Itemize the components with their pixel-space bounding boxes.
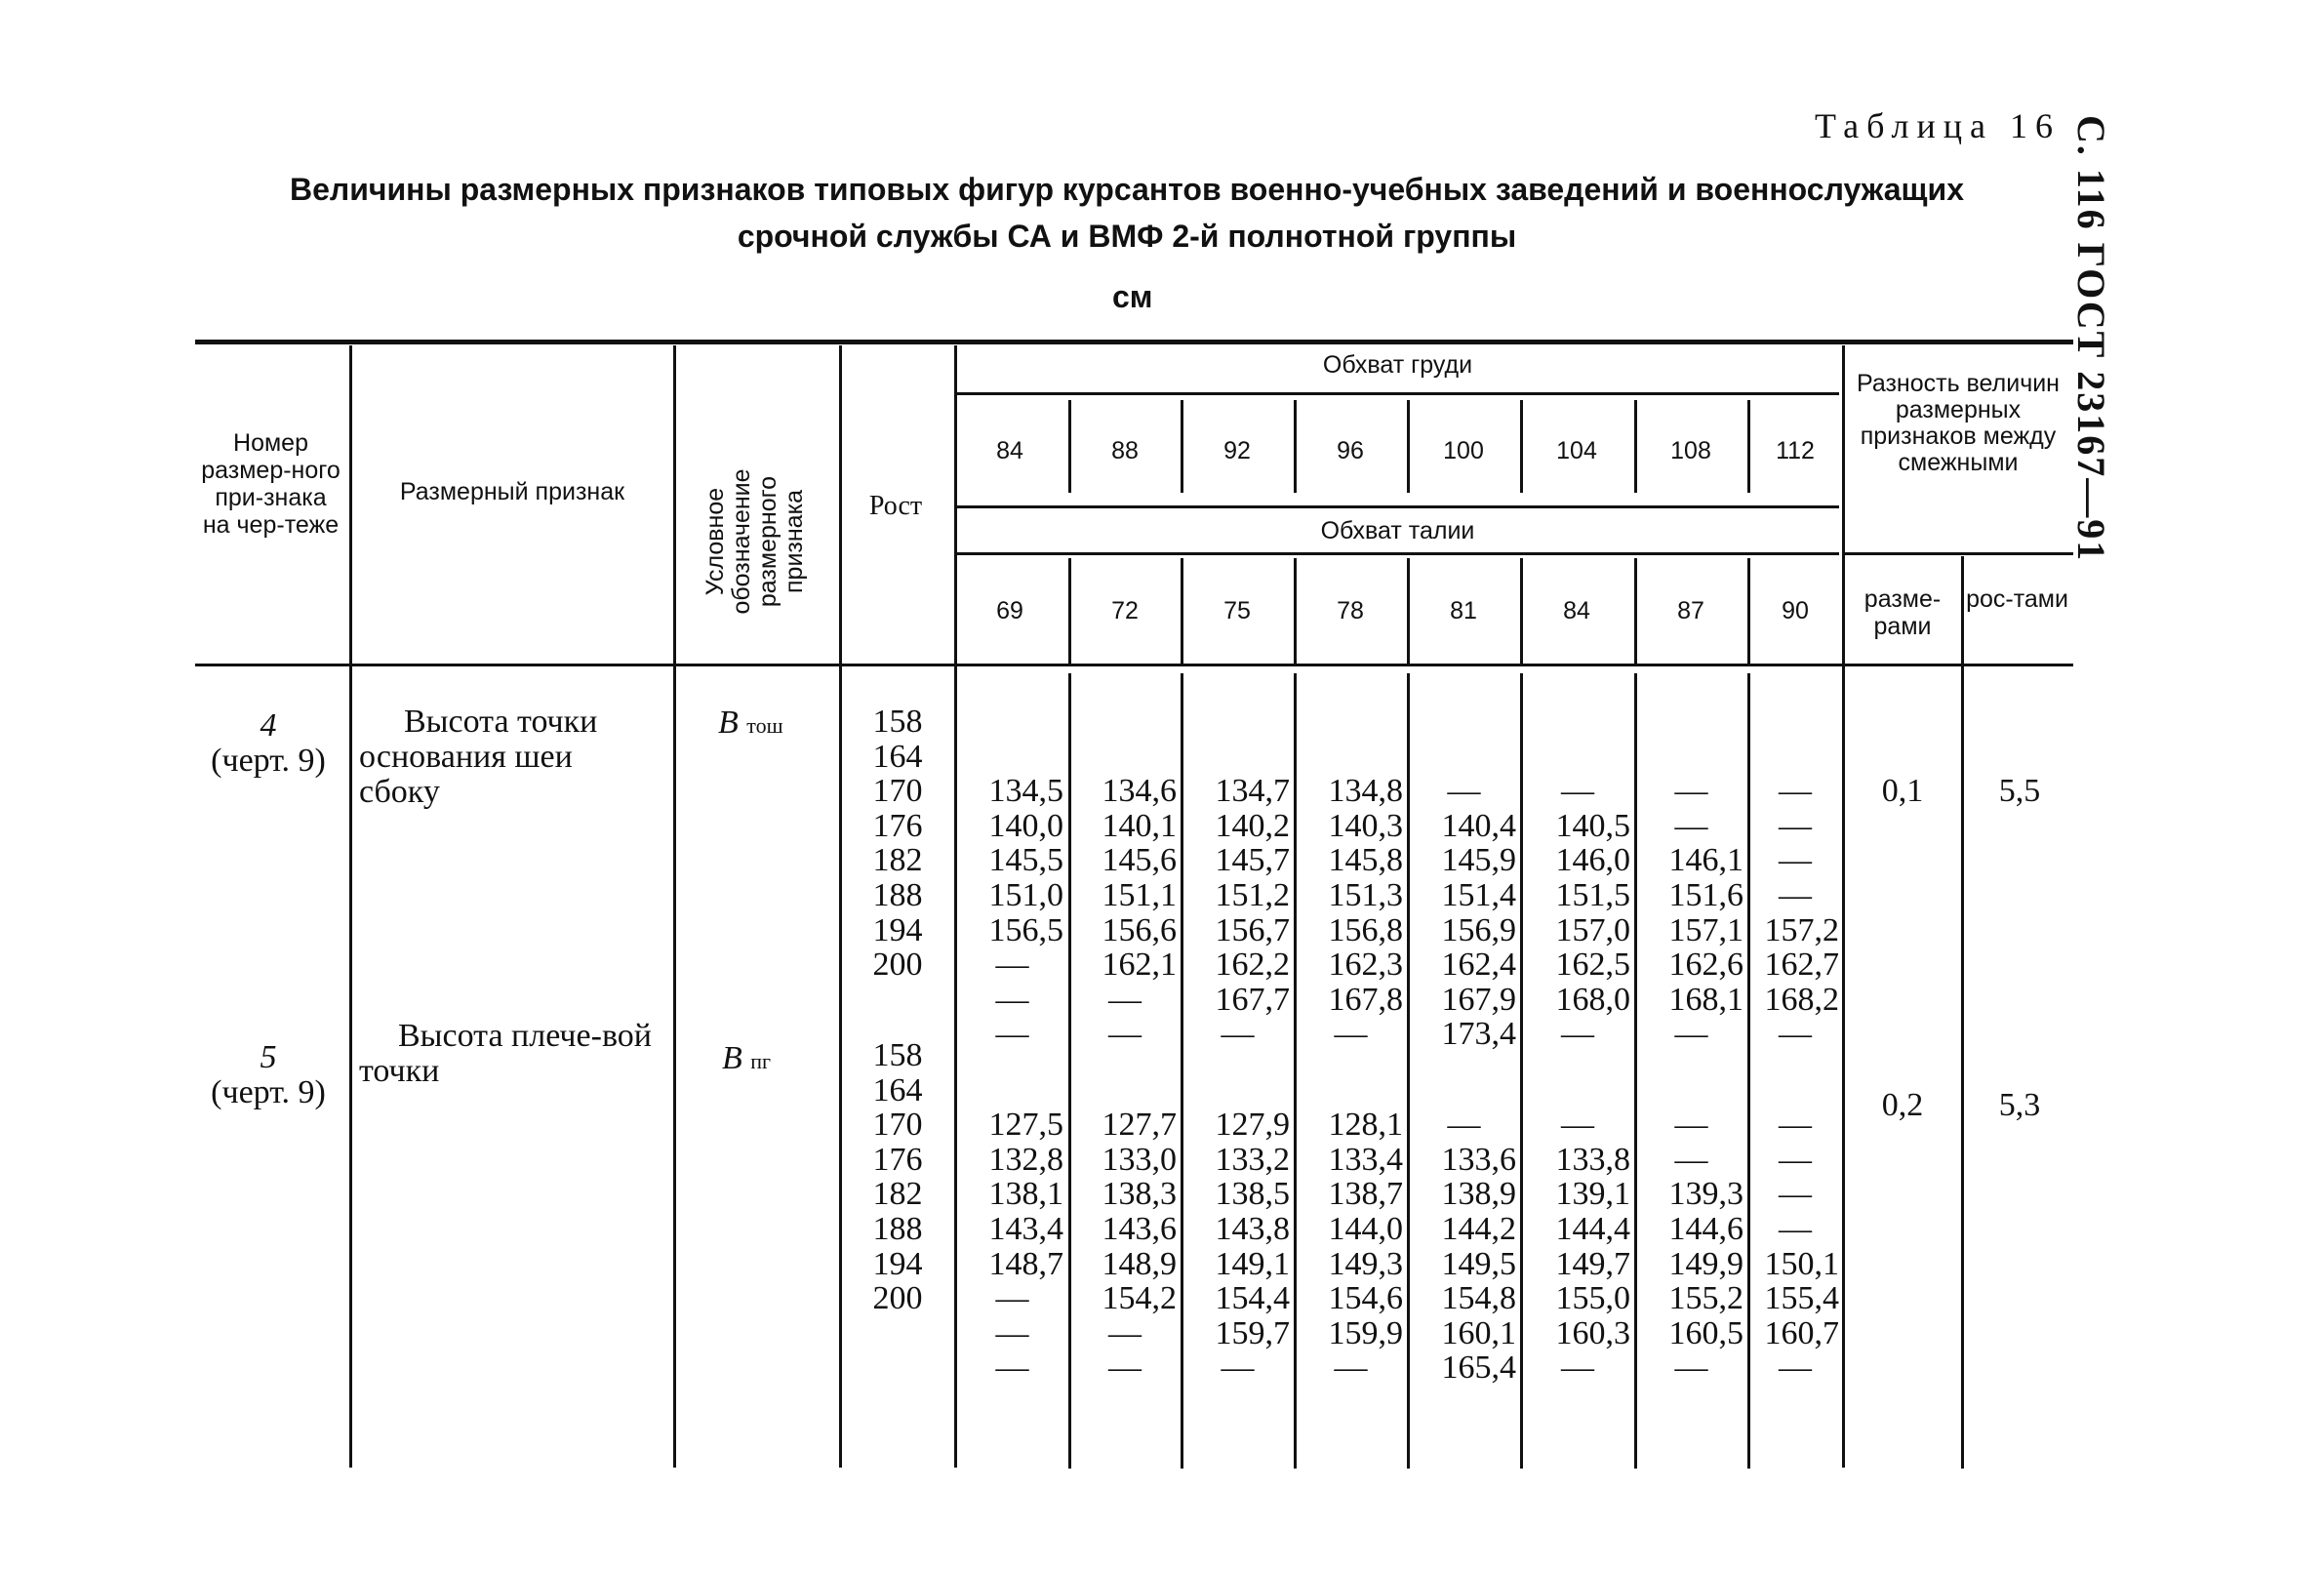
cell: 154,6 [1328,1280,1403,1317]
cell: 145,9 [1441,842,1516,879]
cell: 140,0 [988,807,1063,844]
chest-88: 88 [1111,437,1139,464]
cell: 138,7 [1328,1176,1403,1213]
cell: 143,8 [1215,1210,1290,1247]
row1-symbol [718,705,783,742]
waist-90: 90 [1782,597,1809,624]
row1-symbol-letter: В [718,705,739,741]
cell: 138,3 [1102,1176,1177,1213]
waist-75: 75 [1223,597,1251,624]
row1-height: 158 [872,704,923,740]
cell: — [1674,1016,1708,1053]
cell: 149,7 [1555,1245,1630,1282]
cell: 148,9 [1102,1245,1177,1282]
row2-height: 182 [872,1176,923,1213]
cell: — [995,1349,1029,1387]
cell: 134,6 [1102,773,1177,810]
row2-height: 200 [872,1280,923,1317]
cell: 140,4 [1441,807,1516,844]
page-side-label: С. 116 ГОСТ 23167—91 [2069,115,2113,563]
row1-col-88 [1073,705,1177,1087]
waist-69: 69 [996,597,1023,624]
rule-v-diff-split [1961,556,1964,1469]
cell: — [1779,1141,1812,1178]
rule-v-diff [1842,345,1845,1468]
cell: 128,1 [1328,1107,1403,1144]
rule-body-5 [1520,673,1523,1469]
cell: — [1674,1349,1708,1387]
rule-v-4 [954,345,957,1468]
cell: 151,5 [1555,876,1630,913]
cell: — [1779,1210,1812,1247]
rule-v-1 [349,345,352,1468]
cell: 162,1 [1102,947,1177,984]
cell: 145,5 [988,842,1063,879]
cell: 157,0 [1555,911,1630,948]
rule-v-h6 [1634,400,1637,493]
cell: 149,9 [1668,1245,1743,1282]
cell: 162,2 [1215,947,1290,984]
chest-104: 104 [1556,437,1597,464]
cell: — [1779,773,1812,810]
cell: — [1779,807,1812,844]
row2-col-84 [961,1038,1063,1421]
waist-72: 72 [1111,597,1139,624]
cell: 162,4 [1441,947,1516,984]
row1-col-92 [1185,705,1290,1087]
row2-diff-heights: 5,3 [1998,1087,2041,1123]
cell: 139,1 [1555,1176,1630,1213]
header-waist: Обхват талии [1320,517,1475,544]
row2-symbol [722,1040,771,1077]
cell: 138,5 [1215,1176,1290,1213]
cell: 134,5 [988,773,1063,810]
header-diff-heights: рос-тами [1966,585,2068,613]
cell: — [1779,842,1812,879]
row2-height: 164 [872,1071,923,1108]
header-number: Номер размер-ного при-знака на чер-теже [201,429,341,539]
cell: — [1108,1314,1142,1351]
row2-number [195,1040,341,1110]
cell: 154,4 [1215,1280,1290,1317]
cell: — [995,1280,1029,1317]
row1-height: 164 [872,738,923,775]
cell: 168,0 [1555,981,1630,1018]
rule-v-2 [673,345,676,1468]
cell: — [1221,1349,1255,1387]
cell: 138,9 [1441,1176,1516,1213]
chest-84: 84 [996,437,1023,464]
cell: — [995,1016,1029,1053]
waist-78: 78 [1337,597,1364,624]
waist-87: 87 [1677,597,1704,624]
cell: 145,8 [1328,842,1403,879]
cell: 156,9 [1441,911,1516,948]
row1-number [195,708,341,779]
header-diff-sizes: разме-рами [1863,585,1942,640]
cell: 140,1 [1102,807,1177,844]
cell: 162,6 [1668,947,1743,984]
waist-group-rule-top [956,505,1839,508]
cell: 155,0 [1555,1280,1630,1317]
title-line-2: срочной службы СА и ВМФ 2-й полнотной группы [737,219,1517,254]
header-diff: Разность величин размерных признаков между смежными [1857,370,2060,476]
row2-height: 158 [872,1037,923,1073]
cell: — [1108,1349,1142,1387]
cell: 127,7 [1102,1107,1177,1144]
rule-v-w7 [1747,558,1750,665]
row1-height: 200 [872,947,923,984]
cell: — [995,947,1029,984]
cell: 151,2 [1215,876,1290,913]
cell: 156,7 [1215,911,1290,948]
cell: 144,4 [1555,1210,1630,1247]
row2-col-108 [1639,1038,1743,1421]
cell: 127,9 [1215,1107,1290,1144]
table-top-rule [195,340,2073,344]
cell: 159,7 [1215,1314,1290,1351]
cell: — [1674,807,1708,844]
chest-100: 100 [1443,437,1484,464]
chest-108: 108 [1670,437,1711,464]
cell: — [1561,773,1594,810]
cell: 151,0 [988,876,1063,913]
row1-col-100 [1412,705,1516,1087]
cell: 151,4 [1441,876,1516,913]
rule-v-h2 [1181,400,1183,493]
cell: 144,0 [1328,1210,1403,1247]
row1-diff-sizes: 0,1 [1881,773,1924,809]
cell: 157,1 [1668,911,1743,948]
cell: — [1447,773,1481,810]
rule-v-w6 [1634,558,1637,665]
cell: — [995,1314,1029,1351]
cell: 162,3 [1328,947,1403,984]
rule-v-h5 [1520,400,1523,493]
waist-84: 84 [1563,597,1590,624]
cell: 156,5 [988,911,1063,948]
cell: 150,1 [1764,1245,1839,1282]
header-feature: Размерный признак [399,478,625,505]
row2-col-104 [1525,1038,1630,1421]
cell: — [1779,1107,1812,1144]
cell: 151,1 [1102,876,1177,913]
diff-group-rule [1844,552,2073,555]
cell: 134,8 [1328,773,1403,810]
rule-v-h4 [1407,400,1410,493]
row2-diff-sizes: 0,2 [1881,1087,1924,1123]
cell: — [1779,1176,1812,1213]
waist-81: 81 [1450,597,1477,624]
row2-height: 194 [872,1245,923,1282]
cell: 140,5 [1555,807,1630,844]
cell: 133,4 [1328,1141,1403,1178]
row1-height: 188 [872,876,923,913]
row2-height: 176 [872,1141,923,1178]
cell: 146,0 [1555,842,1630,879]
cell: — [1674,1141,1708,1178]
row2-height: 188 [872,1210,923,1247]
cell: 134,7 [1215,773,1290,810]
cell: — [1674,773,1708,810]
row1-symbol-sub: тош [746,713,783,738]
header-height: Рост [868,491,923,521]
rule-v-w2 [1181,558,1183,665]
rule-v-w1 [1068,558,1071,665]
cell: 148,7 [988,1245,1063,1282]
cell: — [1108,1016,1142,1053]
cell: 140,2 [1215,807,1290,844]
cell: — [1561,1349,1594,1387]
cell: 145,7 [1215,842,1290,879]
rule-body-6 [1634,673,1637,1469]
cell: 168,2 [1764,981,1839,1018]
cell: 133,6 [1441,1141,1516,1178]
row2-heights [859,1038,937,1316]
cell: 133,2 [1215,1141,1290,1178]
rule-body-4 [1407,673,1410,1469]
cell: 155,4 [1764,1280,1839,1317]
row2-symbol-letter: В [722,1040,742,1076]
cell: 140,3 [1328,807,1403,844]
row1-col-96 [1299,705,1403,1087]
cell: 167,7 [1215,981,1290,1018]
cell: 156,6 [1102,911,1177,948]
cell: — [1108,981,1142,1018]
row1-height: 176 [872,807,923,844]
row1-height: 170 [872,773,923,810]
cell: 162,7 [1764,947,1839,984]
row1-col-104 [1525,705,1630,1087]
cell: 144,2 [1441,1210,1516,1247]
header-chest: Обхват груди [1322,351,1473,379]
rule-v-w5 [1520,558,1523,665]
row2-height: 170 [872,1107,923,1144]
cell: 133,0 [1102,1141,1177,1178]
row2-feature: Высота плече-вой точки [359,1018,652,1089]
table-label: Таблица 16 [1815,106,2061,145]
rule-v-h7 [1747,400,1750,493]
title-line-1: Величины размерных признаков типовых фигур курсантов военно-учебных заведений и военнослужащих [290,172,1964,207]
cell: 138,1 [988,1176,1063,1213]
row2-col-112 [1751,1038,1839,1421]
header-bottom-rule [195,664,2073,666]
cell: — [1779,1349,1812,1387]
row2-col-100 [1412,1038,1516,1421]
cell: — [1334,1016,1368,1053]
cell: 139,3 [1668,1176,1743,1213]
rule-v-h1 [1068,400,1071,493]
cell: 160,1 [1441,1314,1516,1351]
rule-body-1 [1068,673,1071,1469]
chest-96: 96 [1337,437,1364,464]
cell: — [1561,1016,1594,1053]
cell: 143,6 [1102,1210,1177,1247]
cell: 144,6 [1668,1210,1743,1247]
row2-number-value: 5 [260,1039,277,1075]
cell: 127,5 [988,1107,1063,1144]
rule-body-3 [1294,673,1297,1469]
row1-col-84 [961,705,1063,1087]
row1-col-112 [1751,705,1839,1087]
rule-body-7 [1747,673,1750,1469]
cell: — [1334,1349,1368,1387]
cell: 165,4 [1441,1349,1516,1387]
cell: 167,8 [1328,981,1403,1018]
rule-v-h3 [1294,400,1297,493]
cell: 157,2 [1764,911,1839,948]
cell: — [1674,1107,1708,1144]
cell: 160,5 [1668,1314,1743,1351]
row2-drawing: (черт. 9) [211,1074,326,1110]
table-title [215,166,2039,260]
cell: — [1779,876,1812,913]
cell: — [1221,1016,1255,1053]
header-symbol: Условное обозначение размерного признака [701,468,808,615]
rule-body-2 [1181,673,1183,1469]
row2-col-96 [1299,1038,1403,1421]
unit-label: см [1112,279,1153,314]
rule-v-w3 [1294,558,1297,665]
cell: 149,3 [1328,1245,1403,1282]
cell: — [1561,1107,1594,1144]
rule-v-w4 [1407,558,1410,665]
cell: 154,8 [1441,1280,1516,1317]
cell: 168,1 [1668,981,1743,1018]
cell: 145,6 [1102,842,1177,879]
cell: — [995,981,1029,1018]
row2-symbol-sub: пг [750,1049,772,1073]
cell: 167,9 [1441,981,1516,1018]
row1-col-108 [1639,705,1743,1087]
cell: 151,3 [1328,876,1403,913]
cell: 151,6 [1668,876,1743,913]
cell: 149,5 [1441,1245,1516,1282]
row1-number-value: 4 [260,707,277,744]
row2-col-88 [1073,1038,1177,1421]
row1-feature: Высота точки основания шеи сбоку [359,704,598,810]
cell: — [1447,1107,1481,1144]
cell: 146,1 [1668,842,1743,879]
cell: 132,8 [988,1141,1063,1178]
cell: 160,3 [1555,1314,1630,1351]
row1-heights [859,705,937,983]
cell: 154,2 [1102,1280,1177,1317]
cell: 156,8 [1328,911,1403,948]
waist-group-rule [956,552,1839,555]
cell: 149,1 [1215,1245,1290,1282]
cell: 159,9 [1328,1314,1403,1351]
cell: 160,7 [1764,1314,1839,1351]
row1-diff-heights: 5,5 [1998,773,2041,809]
row1-height: 194 [872,911,923,948]
cell: 133,8 [1555,1141,1630,1178]
row1-drawing: (черт. 9) [211,743,326,779]
cell: 162,5 [1555,947,1630,984]
cell: 155,2 [1668,1280,1743,1317]
cell: 143,4 [988,1210,1063,1247]
cell: 173,4 [1441,1016,1516,1053]
row2-col-92 [1185,1038,1290,1421]
chest-112: 112 [1776,437,1815,464]
chest-92: 92 [1223,437,1251,464]
row1-height: 182 [872,842,923,879]
chest-group-rule [956,392,1839,395]
cell: — [1779,1016,1812,1053]
